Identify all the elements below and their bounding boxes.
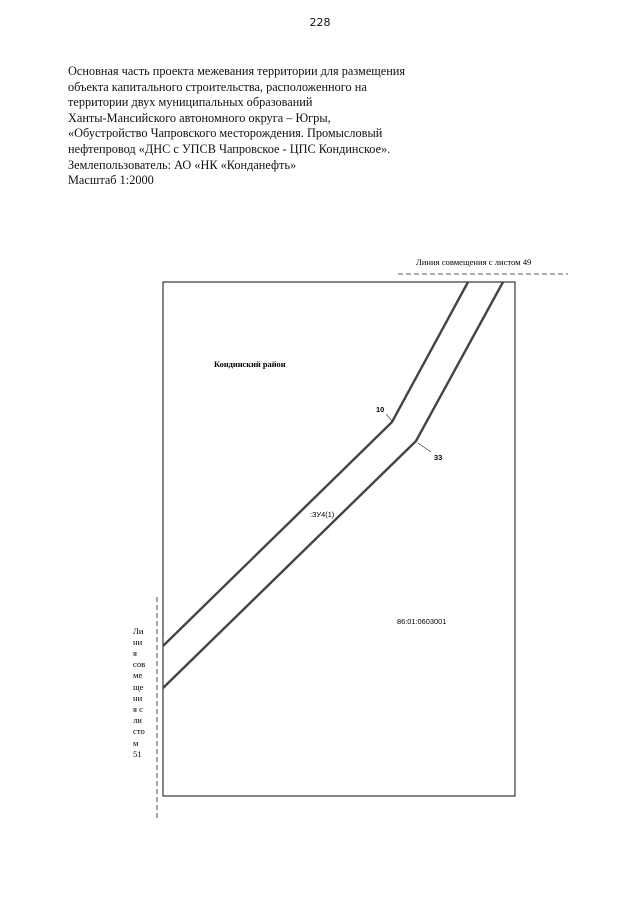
left-match-label-line: ще [133,682,144,692]
scale-line: Масштаб 1:2000 [68,173,154,188]
left-match-label-line: ли [133,715,142,725]
left-match-label-line: я с [133,704,143,714]
left-match-label-line: сто [133,726,145,736]
page-number: 228 [309,16,331,29]
header-line: нефтепровод «ДНС с УПСВ Чапровское - ЦПС Кондинское». [68,141,391,156]
corridor-boundary-upper [163,282,468,646]
left-match-label-line: сов [133,659,146,669]
point-33-label: 33 [434,453,443,462]
left-match-label-line: ни [133,693,143,703]
header-line: «Обустройство Чапровского месторождения. Промысловый [68,126,383,141]
left-match-label [133,626,145,759]
top-match-label: Линия совмещения с листом 49 [416,257,532,267]
header-line: объекта капитального строительства, расположенного на [68,79,367,94]
point-10-label: 10 [376,405,385,414]
point-10-leader [386,414,392,421]
header-line: Ханты-Мансийского автономного округа – Югры, [68,110,331,125]
header-line: территории двух муниципальных образований [68,95,313,110]
district-label: Кондинский район [214,360,286,369]
parcel-label: :ЗУ4(1) [310,510,335,519]
point-33-leader [418,443,431,452]
header-line: Землепользователь: АО «НК «Конданефть» [68,157,297,172]
left-match-label-line: ни [133,637,143,647]
left-match-label-line: м [133,738,139,748]
left-match-label-line: Ли [133,626,144,636]
header-line: Основная часть проекта межевания территории для размещения [68,64,406,78]
left-match-label-line: я [133,648,137,658]
left-match-label-line: 51 [133,749,142,759]
left-match-label-line: ме [133,670,143,680]
corridor-boundary-lower [163,282,503,688]
cadastral-block-label: 86:01:0603001 [397,617,447,626]
